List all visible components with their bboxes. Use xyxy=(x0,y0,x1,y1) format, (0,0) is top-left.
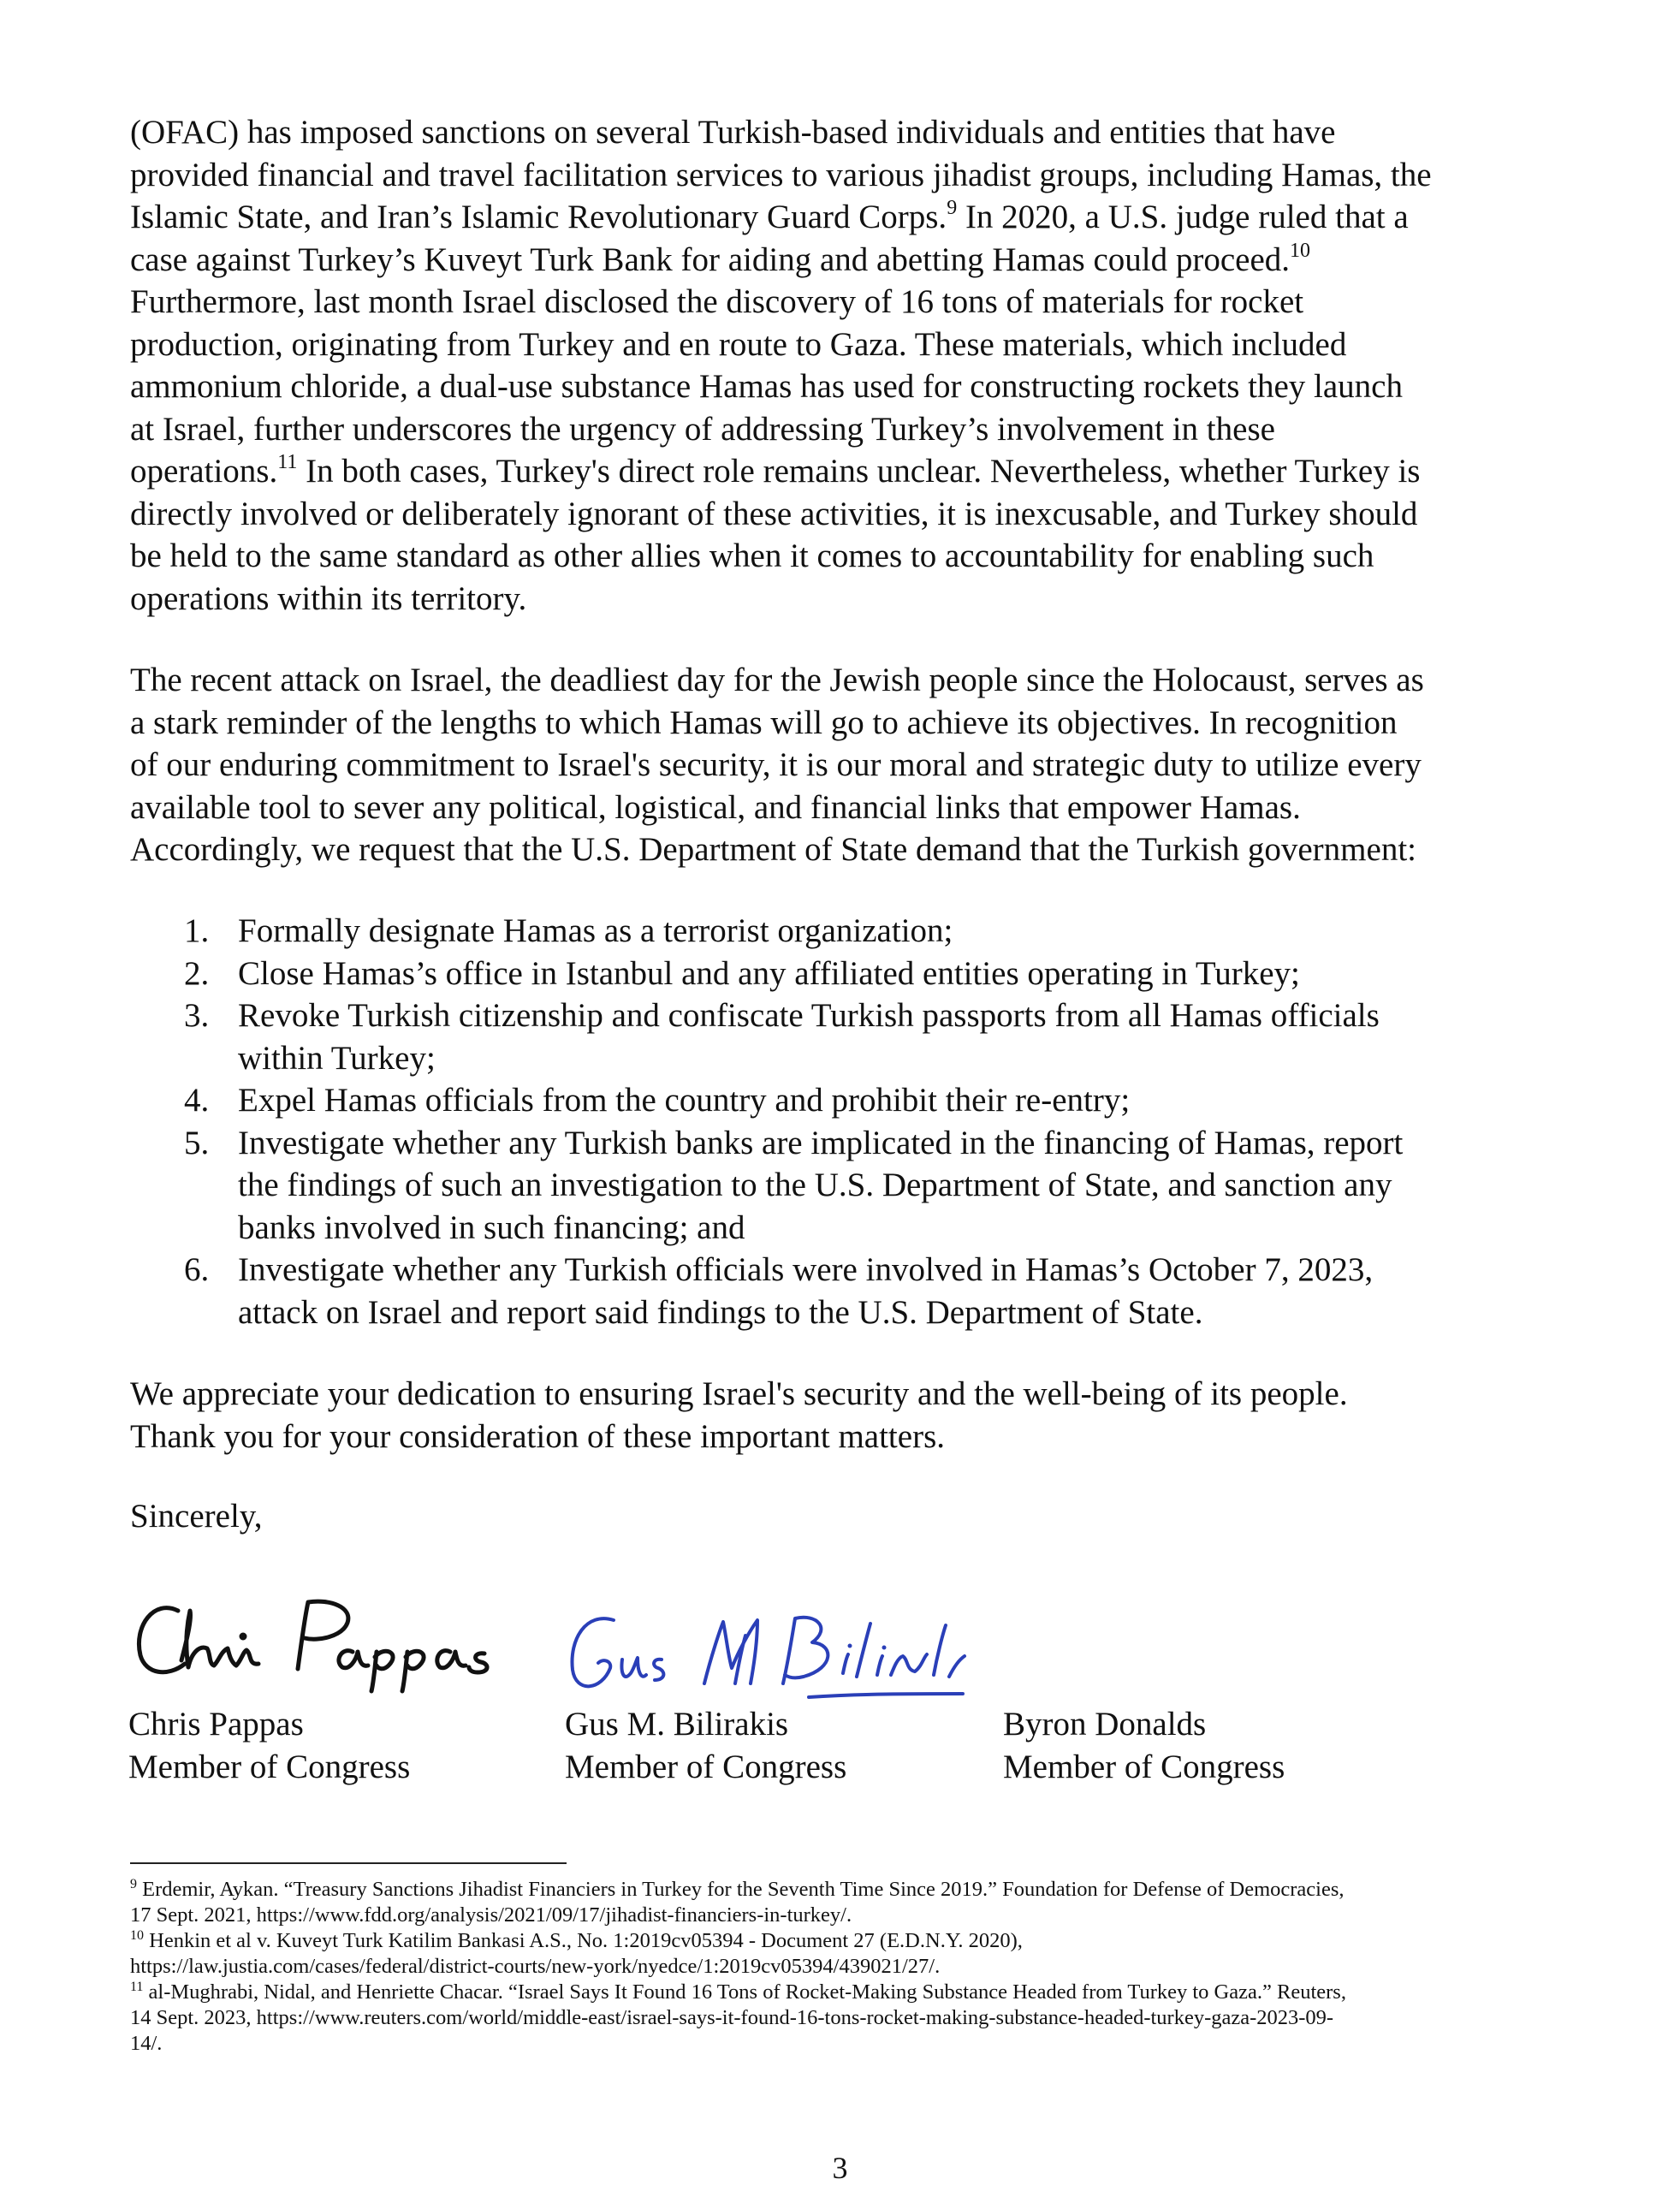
footnotes xyxy=(130,1877,1568,2057)
list-item xyxy=(171,1122,1575,1250)
footnote-number: 9 xyxy=(130,1877,137,1891)
page-number: 3 xyxy=(832,2151,848,2185)
text-line: Investigate whether any Turkish officials were involved in Hamas’s October 7, 2023, xyxy=(238,1251,1374,1288)
text-line: ammonium chloride, a dual-use substance Hamas has used for constructing rockets they launch xyxy=(130,368,1403,405)
text-line: The recent attack on Israel, the deadliest day for the Jewish people since the Holocaust, serves as xyxy=(130,662,1424,698)
paragraph-recent-attack xyxy=(130,659,1568,871)
footnote-number: 10 xyxy=(130,1928,144,1943)
list-number: 1. xyxy=(184,912,210,949)
text-segment: operations. xyxy=(130,453,278,490)
list-number: 3. xyxy=(184,997,210,1034)
footnote-line xyxy=(130,1928,1568,1954)
text-line: operations within its territory. xyxy=(130,579,527,617)
signature-gus-bilirakis xyxy=(552,1605,980,1707)
footnote-text: Erdemir, Aykan. “Treasury Sanctions Jihadist Financiers in Turkey for the Seventh Time Since 2019.” Foundation for Defense of Democracies, xyxy=(142,1878,1345,1901)
text-segment: Islamic State, and Iran’s Islamic Revolutionary Guard Corps. xyxy=(130,199,947,235)
signatory-byron-donalds xyxy=(1003,1703,1285,1788)
footnote-line xyxy=(130,1877,1568,1903)
text-line: Revoke Turkish citizenship and confiscate Turkish passports from all Hamas officials xyxy=(238,997,1380,1034)
text-line xyxy=(130,196,1568,239)
text-line: of our enduring commitment to Israel's security, it is our moral and strategic duty to utilize every xyxy=(130,746,1422,783)
text-line: production, originating from Turkey and en route to Gaza. These materials, which included xyxy=(130,325,1347,363)
signatory-name: Chris Pappas xyxy=(128,1706,304,1743)
text-line: at Israel, further underscores the urgency of addressing Turkey’s involvement in these xyxy=(130,410,1275,448)
text-segment: case against Turkey’s Kuveyt Turk Bank for aiding and abetting Hamas could proceed. xyxy=(130,240,1291,278)
footnote-line: 14 Sept. 2023, https://www.reuters.com/world/middle-east/israel-says-it-found-16-tons-rocket-making-substance-headed-turkey-gaza-2023-09- xyxy=(130,2006,1334,2029)
closing-salutation xyxy=(130,1495,1568,1538)
signatory-name: Gus M. Bilirakis xyxy=(565,1706,789,1743)
list-item xyxy=(171,995,1575,1079)
list-number: 2. xyxy=(184,954,210,992)
footnote-ref-11[interactable]: 11 xyxy=(277,451,298,473)
paragraph-ofac-sanctions xyxy=(130,111,1568,620)
footnote-line: 14/. xyxy=(130,2032,163,2055)
text-line xyxy=(130,450,1568,493)
footnote-number: 11 xyxy=(130,1980,144,1994)
list-number: 5. xyxy=(184,1124,210,1161)
paragraph-appreciation xyxy=(130,1373,1568,1458)
signature-chris-pappas xyxy=(128,1592,513,1695)
signatory-title: Member of Congress xyxy=(565,1748,847,1785)
text-line: We appreciate your dedication to ensuring Israel's security and the well-being of its people. xyxy=(130,1375,1348,1412)
text-line: a stark reminder of the lengths to which Hamas will go to achieve its objectives. In recognition xyxy=(130,704,1398,741)
footnote-11 xyxy=(130,1980,1568,2057)
signatory-chris-pappas xyxy=(128,1703,410,1788)
text-line: Accordingly, we request that the U.S. Department of State demand that the Turkish government: xyxy=(130,831,1416,868)
closing-text: Sincerely, xyxy=(130,1498,263,1535)
text-line: banks involved in such financing; and xyxy=(238,1208,745,1246)
text-line: Close Hamas’s office in Istanbul and any affiliated entities operating in Turkey; xyxy=(238,954,1300,992)
signatory-gus-bilirakis xyxy=(565,1703,846,1788)
footnote-text: Henkin et al v. Kuveyt Turk Katilim Bankasi A.S., No. 1:2019cv05394 - Document 27 (E.D.N.Y. 2020), xyxy=(149,1929,1023,1952)
request-list xyxy=(171,910,1575,1333)
footnote-10 xyxy=(130,1928,1568,1980)
text-line xyxy=(130,239,1568,282)
text-line: provided financial and travel facilitation services to various jihadist groups, including Hamas, the xyxy=(130,156,1432,193)
footnote-line: https://law.justia.com/cases/federal/district-courts/new-york/nyedce/1:2019cv05394/439021/27/. xyxy=(130,1955,941,1978)
list-item xyxy=(171,1249,1575,1333)
footnote-ref-9[interactable]: 9 xyxy=(947,197,958,219)
text-line: (OFAC) has imposed sanctions on several Turkish-based individuals and entities that have xyxy=(130,114,1336,151)
text-line: available tool to sever any political, logistical, and financial links that empower Hamas. xyxy=(130,788,1301,826)
list-item xyxy=(171,910,1575,953)
text-line: the findings of such an investigation to the U.S. Department of State, and sanction any xyxy=(238,1167,1392,1203)
footnote-divider xyxy=(130,1862,567,1864)
text-line: Formally designate Hamas as a terrorist organization; xyxy=(238,912,953,949)
list-number: 6. xyxy=(184,1251,210,1288)
signatory-title: Member of Congress xyxy=(128,1748,411,1785)
text-line: directly involved or deliberately ignorant of these activities, it is inexcusable, and Turkey should xyxy=(130,495,1418,532)
list-item xyxy=(171,1079,1575,1122)
text-line: be held to the same standard as other allies when it comes to accountability for enabling such xyxy=(130,537,1374,574)
footnote-line: 17 Sept. 2021, https://www.fdd.org/analysis/2021/09/17/jihadist-financiers-in-turkey/. xyxy=(130,1903,852,1927)
footnote-ref-10[interactable]: 10 xyxy=(1290,239,1311,262)
text-line: Thank you for your consideration of these important matters. xyxy=(130,1417,945,1455)
signatory-name: Byron Donalds xyxy=(1003,1706,1207,1743)
signatory-title: Member of Congress xyxy=(1003,1748,1285,1785)
text-line: Furthermore, last month Israel disclosed the discovery of 16 tons of materials for rocket xyxy=(130,283,1304,320)
text-segment: In both cases, Turkey's direct role remains unclear. Nevertheless, whether Turkey is xyxy=(297,453,1421,490)
footnote-9 xyxy=(130,1877,1568,1928)
footnote-line xyxy=(130,1980,1568,2005)
text-line: Expel Hamas officials from the country and prohibit their re-entry; xyxy=(238,1082,1131,1119)
text-segment: In 2020, a U.S. judge ruled that a xyxy=(957,199,1409,235)
text-line: Investigate whether any Turkish banks are implicated in the financing of Hamas, report xyxy=(238,1124,1404,1161)
text-line: within Turkey; xyxy=(238,1039,436,1077)
text-line: attack on Israel and report said findings to the U.S. Department of State. xyxy=(238,1293,1203,1331)
list-number: 4. xyxy=(184,1082,210,1119)
footnote-text: al-Mughrabi, Nidal, and Henriette Chacar. “Israel Says It Found 16 Tons of Rocket-Making Substance Headed from Turkey to Gaza.” Reuters, xyxy=(148,1980,1346,2004)
list-item xyxy=(171,953,1575,995)
